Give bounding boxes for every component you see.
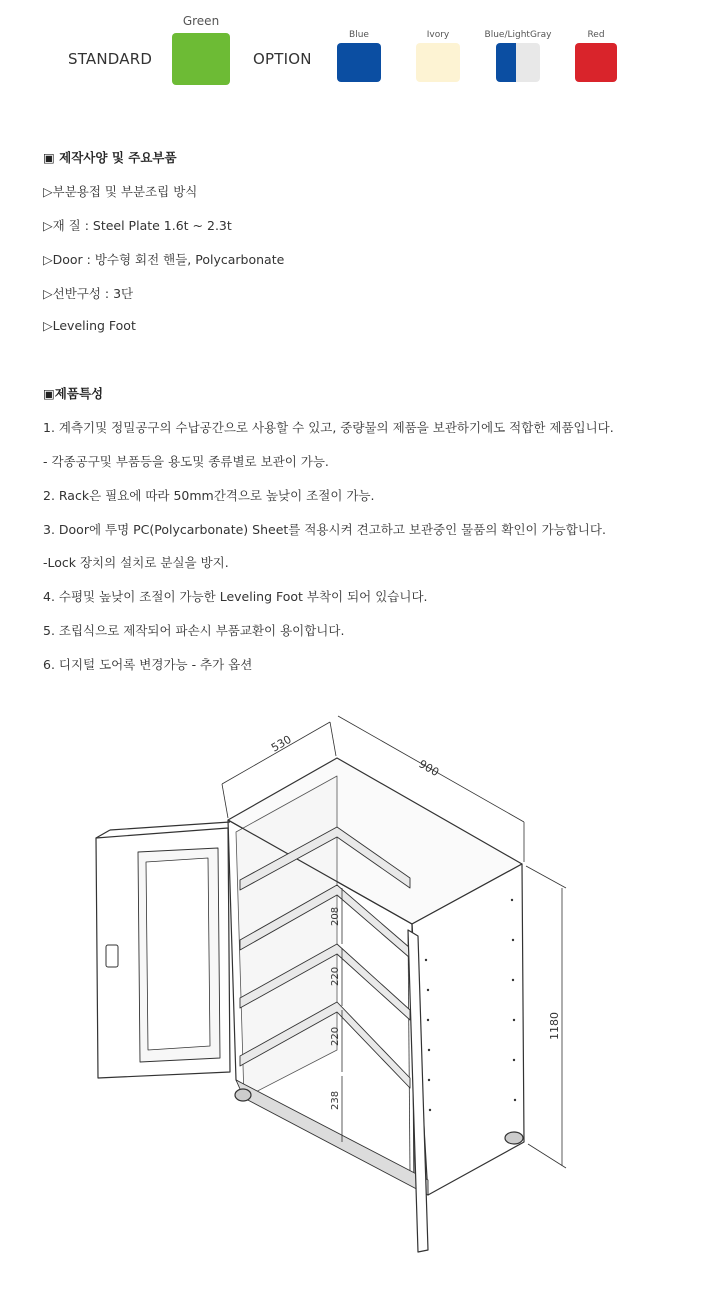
dim-shelf-2: 220: [330, 966, 341, 986]
dim-shelf-1: 208: [330, 906, 341, 926]
option-swatch-ivory: [416, 43, 460, 82]
standard-swatch-green: [172, 33, 230, 85]
standard-color-name: Green: [182, 14, 220, 28]
option-swatch-blue-part: [496, 43, 516, 82]
dim-shelf-3: 220: [330, 1026, 341, 1046]
cabinet-outline: [96, 758, 524, 1252]
option-name-red: Red: [587, 30, 605, 40]
spec-item: ▷Leveling Foot: [43, 318, 136, 333]
feature-item: 5. 조립식으로 제작되어 파손시 부품교환이 용이합니다.: [43, 623, 345, 638]
option-label: OPTION: [253, 50, 312, 68]
option-swatch-blue: [337, 43, 381, 82]
cabinet-technical-drawing: [0, 700, 709, 1280]
spec-item: ▷부분용접 및 부분조립 방식: [43, 184, 198, 199]
dim-shelf-4: 238: [330, 1090, 341, 1110]
feature-item: - 각종공구및 부품등을 용도및 종류별로 보관이 가능.: [43, 454, 329, 469]
spec-item: ▷재 질 : Steel Plate 1.6t ~ 2.3t: [43, 218, 232, 233]
dim-depth: 530: [269, 732, 294, 755]
option-swatch-red: [575, 43, 617, 82]
standard-label: STANDARD: [68, 50, 153, 68]
option-swatch-lightgray-part: [516, 43, 540, 82]
features-heading: ▣제품특성: [43, 386, 104, 401]
dim-height: 1180: [548, 1012, 561, 1040]
dim-width: 900: [416, 757, 442, 780]
spec-item: ▷Door : 방수형 회전 핸들, Polycarbonate: [43, 252, 285, 267]
feature-item: 2. Rack은 필요에 따라 50mm간격으로 높낮이 조절이 가능.: [43, 488, 375, 503]
feature-item: -Lock 장치의 설치로 분실을 방지.: [43, 555, 229, 570]
option-swatch-blue-lightgray: [496, 43, 540, 82]
feature-item: 4. 수평및 높낮이 조절이 가능한 Leveling Foot 부착이 되어 있습니다.: [43, 589, 428, 604]
specs-heading: ▣ 제작사양 및 주요부품: [43, 150, 177, 165]
option-name-blue: Blue: [349, 30, 369, 40]
spec-item: ▷선반구성 : 3단: [43, 286, 134, 301]
option-name-blue-lightgray: Blue/LightGray: [484, 30, 552, 40]
feature-item: 3. Door에 투명 PC(Polycarbonate) Sheet를 적용시켜 견고하고 보관중인 물품의 확인이 가능합니다.: [43, 522, 606, 537]
option-name-ivory: Ivory: [426, 30, 450, 40]
feature-item: 1. 계측기및 정밀공구의 수납공간으로 사용할 수 있고, 중량물의 제품을 보관하기에도 적합한 제품입니다.: [43, 420, 614, 435]
feature-item: 6. 디지털 도어록 변경가능 - 추가 옵션: [43, 657, 253, 672]
